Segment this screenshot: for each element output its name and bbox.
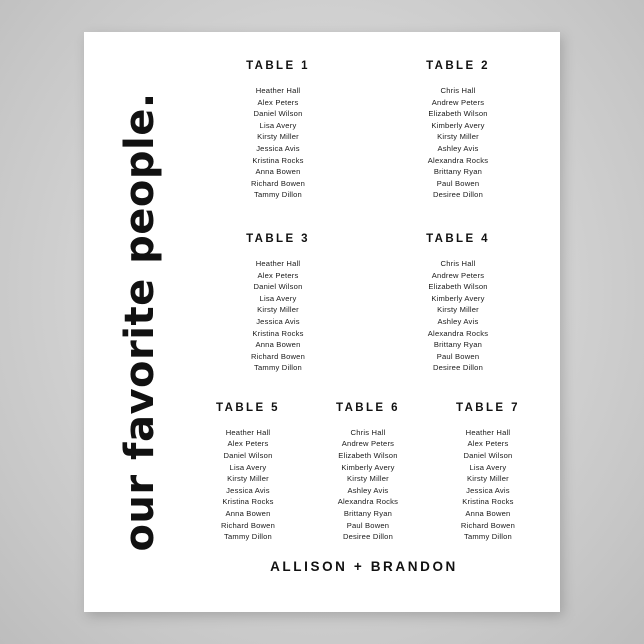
table-block-7 <box>428 402 548 543</box>
guest-name: Jessica Avis <box>256 143 300 153</box>
table-title: TABLE 6 <box>336 401 400 414</box>
guest-name: Desiree Dillon <box>432 363 484 373</box>
guest-name: Kimberly Avery <box>431 293 485 303</box>
guest-name: Jessica Avis <box>466 485 510 495</box>
guest-name: Kirsty Miller <box>257 305 299 315</box>
table-row <box>188 60 548 201</box>
guest-name: Chris Hall <box>440 86 476 95</box>
guest-name: Kirsty Miller <box>227 474 269 484</box>
guest-name: Jessica Avis <box>256 316 300 326</box>
table-block-3 <box>188 233 368 374</box>
guest-name: Tammy Dillon <box>254 190 302 200</box>
table-title: TABLE 5 <box>216 401 280 414</box>
guest-name: Lisa Avery <box>259 120 297 130</box>
guest-name: Lisa Avery <box>229 462 267 472</box>
table-block-5 <box>188 402 308 543</box>
guest-name: Alex Peters <box>227 439 269 449</box>
guest-name: Daniel Wilson <box>223 451 273 461</box>
guest-name: Tammy Dillon <box>254 363 302 373</box>
guest-name: Anna Bowen <box>225 509 271 519</box>
guest-name: Daniel Wilson <box>253 109 303 119</box>
guest-name: Paul Bowen <box>436 178 480 188</box>
guest-name: Alex Peters <box>257 270 299 280</box>
table-row <box>188 233 548 374</box>
guest-name: Brittany Ryan <box>343 509 393 519</box>
guest-name: Heather Hall <box>255 86 301 95</box>
guest-name: Andrew Peters <box>341 439 395 449</box>
guest-name: Heather Hall <box>225 427 271 437</box>
guest-name: Alexandra Rocks <box>427 328 489 338</box>
guest-name: Ashley Avis <box>437 316 479 326</box>
guest-name: Anna Bowen <box>255 167 301 177</box>
guest-name: Anna Bowen <box>465 509 511 519</box>
table-block-2 <box>368 60 548 201</box>
guest-name: Daniel Wilson <box>253 282 303 292</box>
guest-name: Alexandra Rocks <box>427 155 489 165</box>
table-row <box>188 402 548 543</box>
guest-name: Kirsty Miller <box>437 132 479 142</box>
guest-list <box>188 427 308 543</box>
guest-name: Ashley Avis <box>437 143 479 153</box>
guest-name: Ashley Avis <box>347 485 389 495</box>
guest-name: Lisa Avery <box>469 462 507 472</box>
guest-name: Chris Hall <box>440 258 476 268</box>
guest-list <box>428 427 548 543</box>
guest-name: Richard Bowen <box>250 351 306 361</box>
guest-name: Kimberly Avery <box>431 120 485 130</box>
guest-name: Kirsty Miller <box>257 132 299 142</box>
guest-name: Desiree Dillon <box>432 190 484 200</box>
guest-name: Heather Hall <box>255 258 301 268</box>
guest-name: Andrew Peters <box>431 270 485 280</box>
guest-name: Richard Bowen <box>220 520 276 530</box>
guest-name: Kristina Rocks <box>252 328 304 338</box>
guest-list <box>188 85 368 201</box>
guest-name: Elizabeth Wilson <box>338 451 398 461</box>
table-title: TABLE 3 <box>246 232 310 245</box>
guest-name: Alexandra Rocks <box>337 497 399 507</box>
guest-name: Elizabeth Wilson <box>428 282 488 292</box>
guest-name: Tammy Dillon <box>463 532 512 542</box>
guest-name: Paul Bowen <box>436 351 480 361</box>
guest-list <box>188 258 368 374</box>
guest-name: Kirsty Miller <box>437 305 479 315</box>
headline-wrap <box>92 32 188 612</box>
guest-name: Alex Peters <box>257 97 299 107</box>
guest-name: Tammy Dillon <box>224 532 272 542</box>
guest-name: Kristina Rocks <box>222 497 274 507</box>
guest-name: Desiree Dillon <box>342 532 394 542</box>
guest-name: Brittany Ryan <box>433 340 483 350</box>
guest-name: Richard Bowen <box>250 178 306 188</box>
guest-list <box>368 258 548 374</box>
table-title: TABLE 1 <box>246 60 310 72</box>
guest-name: Paul Bowen <box>346 520 390 530</box>
guest-name: Heather Hall <box>465 427 511 437</box>
guest-name: Kirsty Miller <box>467 474 509 484</box>
guest-name: Richard Bowen <box>460 520 516 530</box>
poster-headline: our favorite people. <box>117 92 163 552</box>
guest-name: Elizabeth Wilson <box>428 109 488 119</box>
table-title: TABLE 2 <box>426 60 490 72</box>
guest-name: Lisa Avery <box>259 293 297 303</box>
guest-name: Alex Peters <box>467 439 509 449</box>
table-title: TABLE 4 <box>426 232 490 245</box>
guest-list <box>368 85 548 201</box>
table-block-1 <box>188 60 368 201</box>
table-block-4 <box>368 233 548 374</box>
poster-inner <box>84 32 560 612</box>
seating-chart-poster[interactable] <box>84 32 560 612</box>
table-block-6 <box>308 402 428 543</box>
guest-name: Kristina Rocks <box>462 497 514 507</box>
guest-name: Kristina Rocks <box>252 155 304 165</box>
guest-name: Anna Bowen <box>255 340 301 350</box>
guest-name: Kirsty Miller <box>347 474 389 484</box>
guest-name: Jessica Avis <box>226 485 270 495</box>
guest-name: Brittany Ryan <box>433 167 483 177</box>
guest-list <box>308 427 428 543</box>
guest-name: Andrew Peters <box>431 97 485 107</box>
table-title: TABLE 7 <box>456 401 520 414</box>
tables-area <box>188 60 548 568</box>
guest-name: Kimberly Avery <box>341 462 395 472</box>
guest-name: Chris Hall <box>350 427 386 437</box>
guest-name: Daniel Wilson <box>463 451 513 461</box>
couple-names: ALLISON + BRANDON <box>270 559 458 574</box>
